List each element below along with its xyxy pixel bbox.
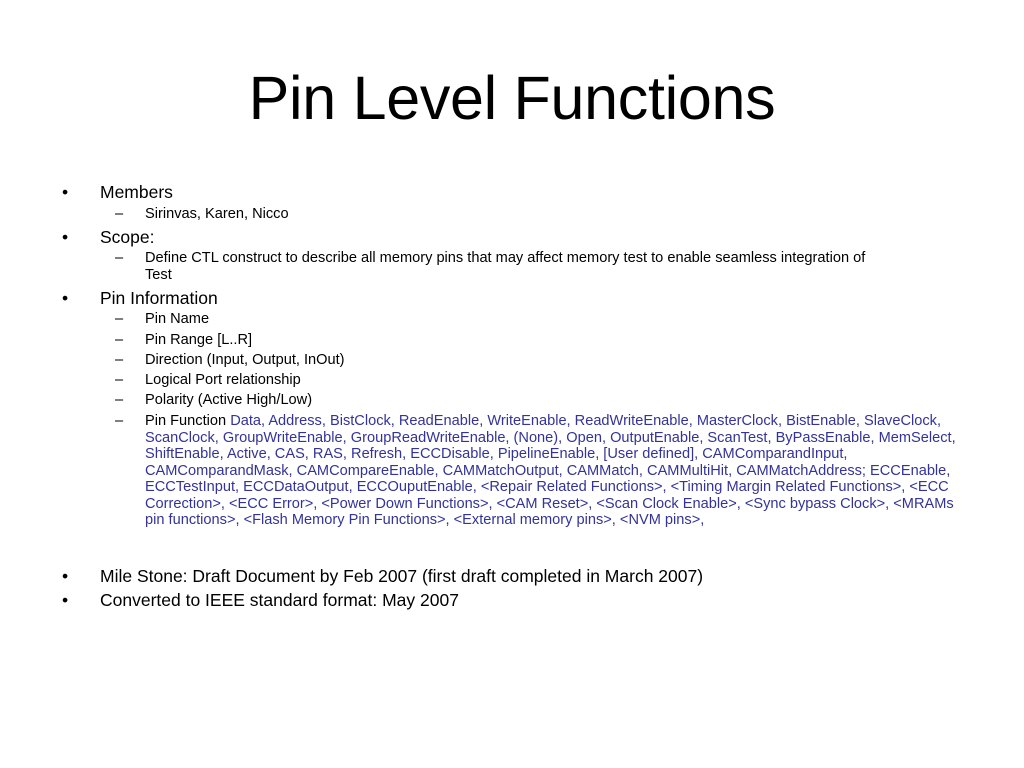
- dash-marker: –: [115, 352, 124, 368]
- pin-range-text: Pin Range [L..R]: [145, 332, 253, 348]
- bullet-marker: •: [62, 182, 69, 202]
- scope-label: Scope:: [100, 227, 155, 247]
- bullet-converted: [62, 589, 980, 611]
- dash-marker: –: [115, 413, 124, 429]
- slide-title: Pin Level Functions: [248, 64, 776, 132]
- bullet-pin-information: [62, 287, 980, 309]
- dash-marker: –: [115, 332, 124, 348]
- members-names: Sirinvas, Karen, Nicco: [145, 206, 289, 222]
- bullet-marker: •: [62, 590, 69, 610]
- bullet-members: [62, 181, 980, 203]
- converted-text: Converted to IEEE standard format: May 2007: [100, 590, 459, 610]
- sub-item-scope: [115, 250, 895, 283]
- bullet-marker: •: [62, 288, 69, 308]
- dash-marker: –: [115, 206, 124, 222]
- pin-function-label: Pin Function: [145, 413, 227, 429]
- polarity-text: Polarity (Active High/Low): [145, 392, 313, 408]
- bullet-marker: •: [62, 227, 69, 247]
- pin-name-text: Pin Name: [145, 311, 210, 327]
- sub-item-direction: [115, 352, 970, 369]
- sub-item-logical-port: [115, 372, 970, 389]
- sub-item-pin-name: [115, 311, 970, 328]
- pin-function-values: Data, Address, BistClock, ReadEnable, WriteEnable, ReadWriteEnable, MasterClock, BistEnable, SlaveClock, ScanClock, GroupWriteEnable, GroupReadWriteEnable, (None), Open, OutputEnable, ScanTest, ByPassEnable, MemSelect, ShiftEnable, Active, CAS, RAS, Refresh, ECCDisable, PipelineEnable, [User defined], CAMComparandInput, CAMComparandMask, CAMCompareEnable, CAMMatchOutput, CAMMatch, CAMMultiHit, CAMMatchAddress; ECCEnable, ECCTestInput, ECCDataOutput, ECCOuputEnable, <Repair Related Functions>, <Timing Margin Related Functions>, <ECC Correction>, <ECC Error>, <Power Down Functions>, <CAM Reset>, <Scan Clock Enable>, <Sync bypass Clock>, <MRAMs pin functions>, <Flash Memory Pin Functions>, <External memory pins>, <NVM pins>,: [145, 413, 956, 528]
- bullet-scope: [62, 226, 980, 248]
- sub-item-members: [115, 206, 970, 223]
- bullet-milestone: [62, 565, 980, 587]
- members-label: Members: [100, 182, 173, 202]
- milestone-text: Mile Stone: Draft Document by Feb 2007 (first draft completed in March 2007): [100, 566, 704, 586]
- dash-marker: –: [115, 372, 124, 388]
- sub-item-pin-range: [115, 332, 970, 349]
- logical-port-text: Logical Port relationship: [145, 372, 301, 388]
- bullet-marker: •: [62, 566, 69, 586]
- sub-item-polarity: [115, 392, 970, 409]
- scope-text: Define CTL construct to describe all memory pins that may affect memory test to enable seamless integration of Test: [145, 250, 866, 283]
- sub-item-pin-function: [115, 413, 970, 529]
- dash-marker: –: [115, 392, 124, 408]
- dash-marker: –: [115, 250, 124, 266]
- pin-information-label: Pin Information: [100, 288, 218, 308]
- direction-text: Direction (Input, Output, InOut): [145, 352, 345, 368]
- dash-marker: –: [115, 311, 124, 327]
